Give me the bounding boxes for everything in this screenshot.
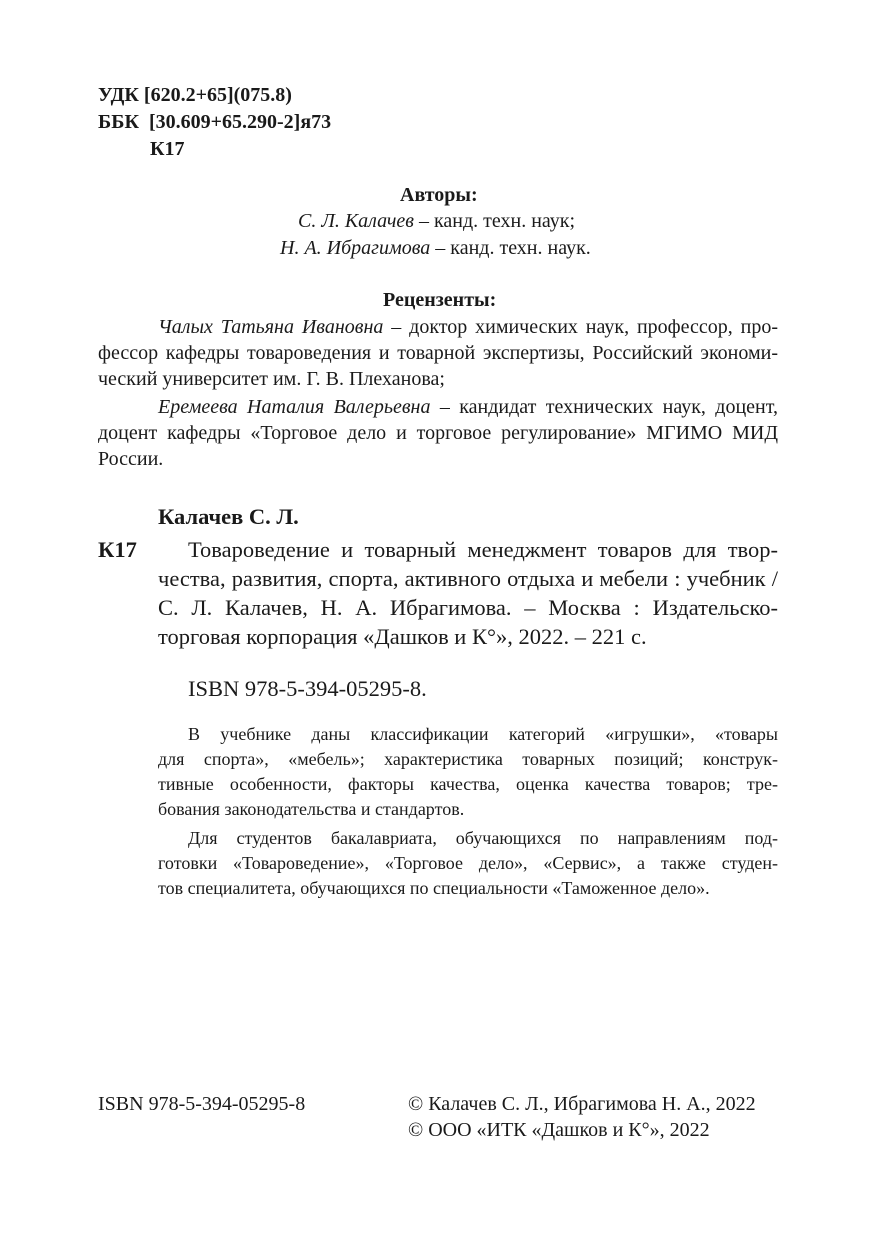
footer-copyright-publisher: © ООО «ИТК «Дашков и К°», 2022: [408, 1119, 710, 1141]
reviewer-2-line-1: Еремеева Наталия Валерьевна – кандидат технических наук, доцент,: [158, 396, 778, 418]
author-2-degree: – канд. техн. наук.: [430, 237, 591, 259]
reviewer-2-name: Еремеева Наталия Валерьевна: [158, 396, 431, 418]
catalog-title-line-4: торговая корпорация «Дашков и К°», 2022. – 221 с.: [158, 624, 647, 649]
reviewer-1-line-3: ческий университет им. Г. В. Плеханова;: [98, 368, 445, 390]
reviewer-1-name: Чалых Татьяна Ивановна: [158, 316, 384, 338]
udk-label: УДК: [98, 84, 139, 106]
reviewer-2-line-3: России.: [98, 448, 164, 470]
udk-value: [620.2+65](075.8): [143, 84, 292, 106]
reviewers-heading: Рецензенты:: [383, 289, 497, 311]
udk-line: [98, 84, 292, 107]
authors-heading: Авторы:: [400, 184, 478, 206]
footer-copyright-authors: © Калачев С. Л., Ибрагимова Н. А., 2022: [408, 1093, 756, 1115]
catalog-title-line-1: Товароведение и товарный менеджмент товаров для твор-: [188, 537, 778, 562]
author-2: [280, 237, 591, 260]
author-1-name: С. Л. Калачев: [298, 210, 414, 232]
catalog-mark: К17: [98, 537, 137, 562]
annotation-p1-line-1: В учебнике даны классификации категорий «игрушки», «товары: [188, 724, 778, 744]
catalog-title-line-2: чества, развития, спорта, активного отдыха и мебели : учебник /: [158, 566, 778, 591]
author-1-degree: – канд. техн. наук;: [413, 210, 576, 232]
author-mark-top: К17: [150, 138, 185, 160]
annotation-p2-line-3: тов специалитета, обучающихся по специальности «Таможенное дело».: [158, 878, 710, 898]
author-2-name: Н. А. Ибрагимова: [280, 237, 431, 259]
reviewer-1-line-1: Чалых Татьяна Ивановна – доктор химических наук, профессор, про-: [158, 316, 778, 338]
catalog-title-line-3: С. Л. Калачев, Н. А. Ибрагимова. – Москва : Издательско-: [158, 595, 778, 620]
bbk-value: [30.609+65.290-2]я73: [148, 111, 332, 133]
bbk-label: ББК: [98, 111, 139, 133]
annotation-p2-line-2: готовки «Товароведение», «Торговое дело», «Сервис», а также студен-: [158, 853, 778, 873]
author-1: [298, 210, 575, 233]
annotation-p1-line-2: для спорта», «мебель»; характеристика товарных позиций; конструк-: [158, 749, 778, 769]
catalog-isbn: ISBN 978-5-394-05295-8.: [188, 676, 427, 701]
reviewer-2-line-2: доцент кафедры «Торговое дело и торговое регулирование» МГИМО МИД: [98, 422, 778, 444]
annotation-p1-line-4: бования законодательства и стандартов.: [158, 799, 465, 819]
reviewer-1-line-2: фессор кафедры товароведения и товарной экспертизы, Российский экономи-: [98, 342, 778, 364]
footer-isbn: ISBN 978-5-394-05295-8: [98, 1093, 306, 1115]
annotation-p2-line-1: Для студентов бакалавриата, обучающихся по направлениям под-: [188, 828, 778, 848]
bbk-line: [98, 111, 331, 134]
catalog-main-author: Калачев С. Л.: [158, 504, 299, 529]
annotation-p1-line-3: тивные особенности, факторы качества, оценка качества товаров; тре-: [158, 774, 778, 794]
